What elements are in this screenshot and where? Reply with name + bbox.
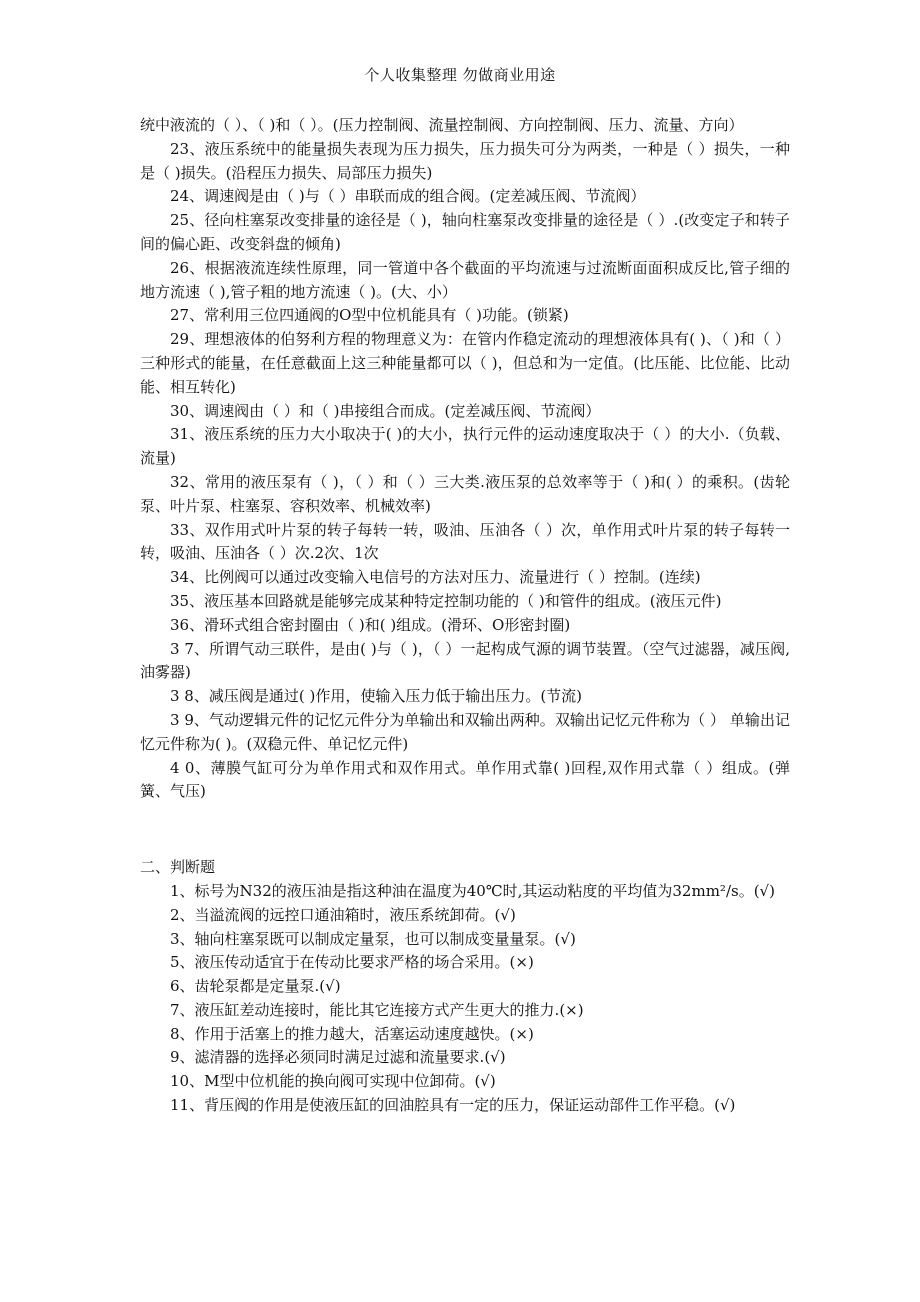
question-paragraph: 25、径向柱塞泵改变排量的途径是（ )，轴向柱塞泵改变排量的途径是（ ）.(改变定子和转子间的偏心距、改变斜盘的倾角) xyxy=(140,211,790,253)
question-paragraph: 33、双作用式叶片泵的转子每转一转，吸油、压油各（ ）次，单作用式叶片泵的转子每转一转，吸油、压油各（ ）次.2次、1次 xyxy=(140,520,790,563)
judgment-item: 6、齿轮泵都是定量泵.(√) xyxy=(170,977,341,996)
judgment-item: 2、当溢流阀的远控口通油箱时，液压系统卸荷。(√) xyxy=(170,905,516,924)
fill-blank-section xyxy=(140,114,790,804)
question-paragraph: 3 7、所谓气动三联件，是由( )与（ )，（ ）一起构成气源的调节装置。（空气过滤器，减压阀,油雾器) xyxy=(140,639,790,682)
judgment-item: 1、标号为N32的液压油是指这种油在温度为40℃时,其运动粘度的平均值为32mm²/s。(√) xyxy=(170,881,775,900)
section-spacer xyxy=(140,804,790,856)
question-paragraph: 4 0、薄膜气缸可分为单作用式和双作用式。单作用式靠( )回程,双作用式靠（ ）组成。(弹簧、气压) xyxy=(140,758,790,801)
judgment-section xyxy=(140,856,790,1118)
question-paragraph: 26、根据液流连续性原理，同一管道中各个截面的平均流速与过流断面面积成反比,管子细的地方流速（ ),管子粗的地方流速（ )。(大、小） xyxy=(140,258,790,301)
question-paragraph: 统中液流的（ ）、（ )和（ ）。(压力控制阀、流量控制阀、方向控制阀、压力、流量、方向） xyxy=(140,116,744,134)
judgment-item: 3、轴向柱塞泵既可以制成定量泵，也可以制成变量量泵。(√) xyxy=(170,929,576,948)
judgment-item: 10、M型中位机能的换向阀可实现中位卸荷。(√) xyxy=(170,1072,496,1091)
judgment-item: 9、滤清器的选择必须同时满足过滤和流量要求.(√) xyxy=(170,1048,506,1067)
question-paragraph: 35、液压基本回路就是能够完成某种特定控制功能的（ )和管件的组成。(液压元件) xyxy=(170,591,722,610)
page-header: 个人收集整理 勿做商业用途 xyxy=(364,66,556,84)
question-paragraph: 3 8、减压阀是通过( )作用，使输入压力低于输出压力。(节流) xyxy=(170,687,583,706)
judgment-item: 5、液压传动适宜于在传动比要求严格的场合采用。(×) xyxy=(170,953,534,972)
question-paragraph: 27、常利用三位四通阀的O型中位机能具有（ )功能。(锁紧) xyxy=(170,306,569,325)
document-body xyxy=(140,114,790,1118)
question-paragraph: 3 9、气动逻辑元件的记忆元件分为单输出和双输出两种。双输出记忆元件称为（ ） 单输出记忆元件称为( )。(双稳元件、单记忆元件) xyxy=(140,710,790,753)
question-paragraph: 32、常用的液压泵有（ )，（ ）和（ ）三大类.液压泵的总效率等于（ )和( ）的乘积。(齿轮泵、叶片泵、柱塞泵、容积效率、机械效率) xyxy=(140,472,790,515)
question-paragraph: 23、液压系统中的能量损失表现为压力损失，压力损失可分为两类，一种是（ ）损失，一种是（ )损失。(沿程压力损失、局部压力损失) xyxy=(140,139,790,182)
question-paragraph: 29、理想液体的伯努利方程的物理意义为：在管内作稳定流动的理想液体具有( )、（ )和（ ）三种形式的能量，在任意截面上这三种能量都可以（ )，但总和为一定值。(比压能、比位能、比动能、相互转化) xyxy=(140,330,790,396)
question-paragraph: 30、调速阀由（ ）和（ )串接组合而成。(定差减压阀、节流阀） xyxy=(170,401,601,420)
judgment-item: 8、作用于活塞上的推力越大，活塞运动速度越快。(×) xyxy=(170,1024,534,1043)
question-paragraph: 36、滑环式组合密封圈由（ )和( )组成。(滑环、O形密封圈) xyxy=(170,615,571,634)
question-paragraph: 24、调速阀是由（ )与（ ）串联而成的组合阀。(定差减压阀、节流阀） xyxy=(170,187,646,206)
question-paragraph: 34、比例阀可以通过改变输入电信号的方法对压力、流量进行（ ）控制。(连续) xyxy=(170,568,701,587)
question-paragraph: 31、液压系统的压力大小取决于( )的大小，执行元件的运动速度取决于（ ）的大小.（负载、流量) xyxy=(140,425,790,468)
section-title: 二、判断题 xyxy=(140,858,216,877)
judgment-item: 7、液压缸差动连接时，能比其它连接方式产生更大的推力.(×) xyxy=(170,1000,584,1019)
judgment-item: 11、背压阀的作用是使液压缸的回油腔具有一定的压力，保证运动部件工作平稳。(√) xyxy=(170,1096,736,1115)
